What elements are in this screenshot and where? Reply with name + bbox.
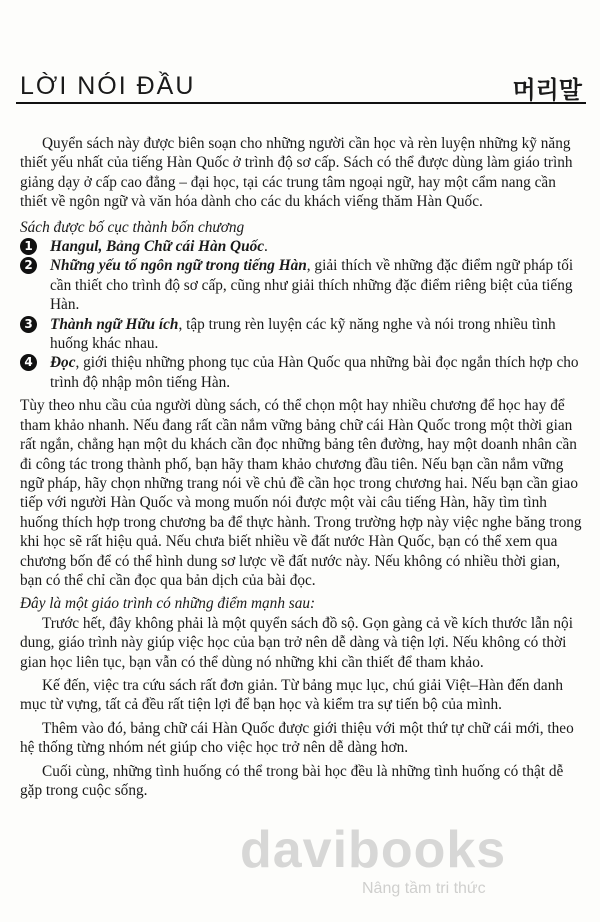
chapter-title: Hangul, Bảng Chữ cái Hàn Quốc (50, 238, 265, 256)
watermark-tagline: Nâng tầm tri thức (362, 880, 486, 897)
chapter-item-2 (20, 256, 582, 314)
page-header (16, 62, 586, 104)
strength-paragraph-2: Kế đến, việc tra cứu sách rất đơn giản. Từ bảng mục lục, chú giải Việt–Hàn đến danh mục từ vựng, tất cả đều rất tiện lợi để bạn học và kiểm tra sự tiến bộ của mình. (20, 676, 564, 714)
chapter-item-4 (20, 353, 582, 392)
chapter-title: Thành ngữ Hữu ích (50, 315, 179, 333)
strength-paragraph-3: Thêm vào đó, bảng chữ cái Hàn Quốc được giới thiệu với một thứ tự chữ cái mới, theo hệ thống từng nhóm nét giúp cho việc học trở nên dễ dàng hơn. (20, 719, 574, 757)
header-rule (16, 102, 586, 104)
chapter-description: , giải thích về những đặc điểm ngữ pháp tối cần thiết cho trình độ sơ cấp, cũng như giải thích những đặc điểm riêng biệt của tiếng Hàn. (50, 257, 574, 314)
chapter-description: . (264, 238, 268, 256)
strength-paragraph-4: Cuối cùng, những tình huống có thể trong bài học đều là những tình huống có thật dễ gặp trong cuộc sống. (20, 762, 564, 799)
chapter-item-1 (20, 237, 582, 256)
number-4-icon: 4 (20, 354, 37, 371)
usage-paragraph: Tùy theo nhu cầu của người dùng sách, có thể chọn một hay nhiều chương để học hay để tham khảo nhanh. Nếu đang rất cần nắm vững bảng chữ cái Hàn Quốc trong một thời gian rất ngắn, chẳng hạn một du khách cần đọc những bảng tên đường, hay một doanh nhân cần đi công tác trong thành phố, bạn hãy tham khảo chương đầu tiên. Nếu bạn cần nắm vững ngữ pháp, hãy chọn những trang nói về chủ đề cần học trong chương hai. Nếu bạn cần giao tiếp với người Hàn Quốc và mong muốn nói được một vài câu tiếng Hàn, hãy tìm tình huống thích hợp trong chương ba để thực hành. Trong trường hợp này việc nghe băng trong khi học sẽ rất hiệu quả. Nếu chưa biết nhiều về đất nước Hàn Quốc, bạn có thể xem qua chương bốn để có thể hình dung sơ lược về đất nước này. Nếu không có nhiều thời gian, bạn có thể chỉ cần đọc qua bản dịch của bài đọc. (20, 397, 582, 589)
chapter-description: , tập trung rèn luyện các kỹ năng nghe và nói trong nhiều tình huống khác nhau. (50, 315, 556, 353)
chapter-description: , giới thiệu những phong tục của Hàn Quốc qua những bài đọc ngắn thích hợp cho trình độ nhập môn tiếng Hàn. (50, 354, 579, 391)
number-1-icon: 1 (20, 238, 37, 255)
strength-paragraph-1: Trước hết, đây không phải là một quyển sách đồ sộ. Gọn gàng cả về kích thước lẫn nội dung, giáo trình này giúp việc học của bạn trở nên dễ dàng và tiện lợi. Nếu không có thời gian học liên tục, bạn vẫn có thể dùng nó những khi cần thiết để tham khảo. (20, 614, 573, 671)
chapter-title: Những yếu tố ngôn ngữ trong tiếng Hàn (50, 257, 307, 275)
page-title: LỜI NÓI ĐẦU (20, 72, 196, 100)
page-title-korean: 머리말 (512, 76, 582, 104)
number-3-icon: 3 (20, 316, 37, 333)
chapter-title: Đọc (50, 354, 76, 372)
intro-paragraph: Quyển sách này được biên soạn cho những người cần học và rèn luyện những kỹ năng thiết yếu nhất của tiếng Hàn Quốc ở trình độ sơ cấp. Sách có thể được dùng làm giáo trình giảng dạy ở cấp cao đẳng – đại học, tại các trung tâm ngoại ngữ, hay một cẩm nang cần thiết về ngôn ngữ và văn hóa dành cho các du khách viếng thăm Hàn Quốc. (20, 135, 573, 211)
chapters-heading: Sách được bố cục thành bốn chương (20, 218, 245, 236)
watermark-logo: davibooks (240, 821, 507, 879)
strengths-heading: Đây là một giáo trình có những điểm mạnh sau: (20, 595, 316, 613)
chapter-item-3 (20, 315, 582, 354)
preface-body (20, 134, 582, 800)
number-2-icon: 2 (20, 257, 37, 274)
